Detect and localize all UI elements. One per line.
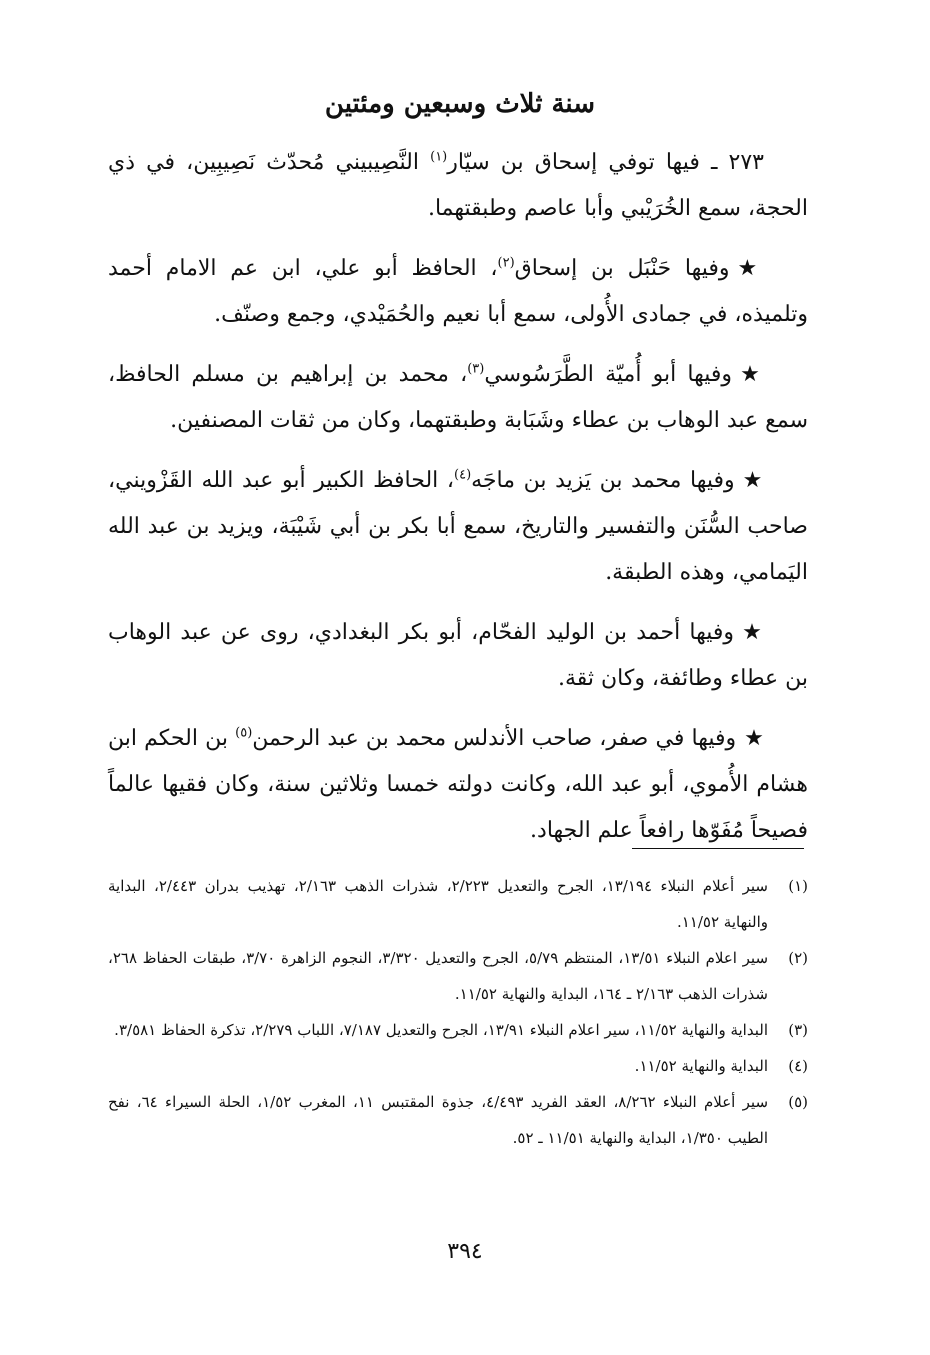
footnote-ref: (١)	[430, 149, 448, 165]
footnote	[108, 868, 808, 940]
paragraph-text: ، الحافظ أبو علي، ابن عم الامام أحمد وتلميذه، في جمادى الأُولى، سمع أبا نعيم والحُمَيْدي، وجمع وصنّف.	[108, 256, 808, 327]
footnote-ref: (٥)	[235, 725, 253, 741]
footnote	[108, 1048, 808, 1084]
paragraph-indent	[108, 620, 808, 691]
footnote-text: سير أعلام النبلاء ١٣/١٩٤، الجرح والتعديل ٢/٢٢٣، شذرات الذهب ٢/١٦٣، تهذيب بدران ٢/٤٤٣، البداية والنهاية ١١/٥٢.	[108, 877, 768, 931]
footnote	[108, 1012, 808, 1048]
paragraph-text: النَّصِيبيني مُحدّث نَصِيبِين، في ذي الحجة، سمع الخُرَيْبي وأبا عاصم وطبقتهما.	[108, 150, 808, 221]
footnote-number: (٢)	[788, 949, 808, 967]
footnote-ref: (٤)	[454, 467, 472, 483]
paragraph-text: وفيها أبو أُميّة الطَّرَسُوسي	[484, 362, 733, 387]
footnote	[108, 1084, 808, 1156]
footnote-text: سير اعلام النبلاء ١٣/٥١، المنتظم ٥/٧٩، الجرح والتعديل ٣/٣٢٠، النجوم الزاهرة ٣/٧٠، طبقات الحفاظ ٢٦٨، شذرات الذهب ٢/١٦٣ ـ ١٦٤، البداية والنهاية ١١/٥٢.	[108, 949, 769, 1003]
paragraph	[108, 140, 808, 232]
paragraph-text: ، محمد بن إبراهيم بن مسلم الحافظ، سمع عبد الوهاب بن عطاء وشَبَابة وطبقتهما، وكان من ثقات المصنفين.	[108, 362, 808, 433]
star-marker: ★	[742, 468, 764, 493]
page-title: سنة ثلاث وسبعين ومئتين	[324, 89, 596, 119]
footnotes	[108, 868, 808, 1156]
footnote-separator	[632, 848, 804, 849]
paragraph-text: وفيها حَنْبَل بن إسحاق	[514, 256, 730, 281]
footnote-ref: (٢)	[497, 255, 515, 271]
footnote-text: البداية والنهاية ١١/٥٢.	[634, 1057, 768, 1075]
paragraph-indent	[108, 468, 808, 585]
paragraph-text: وفيها في صفر، صاحب الأندلس محمد بن عبد الرحمن	[252, 726, 737, 751]
footnote-text: سير أعلام النبلاء ٨/٢٦٢، العقد الفريد ٤/٤٩٣، جذوة المقتبس ١١، المغرب ١/٥٢، الحلة السيراء ٦٤، نفح الطيب ١/٣٥٠، البداية والنهاية ١١/٥١ ـ ٥٢.	[108, 1093, 769, 1147]
page-number: ٣٩٤	[447, 1239, 483, 1264]
paragraph-text: بن الحكم ابن هشام الأُموي، أبو عبد الله، وكانت دولته خمسا وثلاثين سنة، وكان فقيها عالماً فصيحاً مُفَوّها رافعاً علم الجهاد.	[108, 726, 808, 843]
footnote-number: (٥)	[788, 1093, 808, 1111]
paragraph	[108, 716, 808, 854]
footnote-number: (١)	[788, 877, 808, 895]
star-marker: ★	[742, 620, 764, 645]
paragraph-text: وفيها أحمد بن الوليد الفحّام، أبو بكر البغدادي، روى عن عبد الوهاب بن عطاء وطائفة، وكان ثقة.	[108, 620, 808, 691]
footnote-text: البداية والنهاية ١١/٥٢، سير اعلام النبلاء ١٣/٩١، الجرح والتعديل ٧/١٨٧، اللباب ٢/٢٧٩، تذكرة الحفاظ ٣/٥٨١.	[114, 1021, 768, 1039]
footnote-number: (٤)	[788, 1057, 808, 1075]
paragraph-indent	[108, 150, 808, 221]
paragraph	[108, 610, 808, 702]
paragraph-indent	[108, 256, 808, 327]
star-marker: ★	[744, 726, 765, 751]
paragraph-text: ٢٧٣ ـ فيها توفي إسحاق بن سيّار	[447, 150, 764, 175]
paragraph-text: ، الحافظ الكبير أبو عبد الله القَزْويني، صاحب السُّنَن والتفسير والتاريخ، سمع أبا بكر بن أبي شَيْبَة، ويزيد بن عبد الله اليَمامي، وهذه الطبقة.	[108, 468, 808, 585]
footnote-ref: (٣)	[467, 361, 485, 377]
paragraph-indent	[108, 726, 808, 843]
star-marker: ★	[737, 256, 764, 281]
main-text	[108, 140, 808, 868]
footnote	[108, 940, 808, 1012]
star-marker: ★	[740, 362, 764, 387]
paragraph-text: وفيها محمد بن يَزيد بن ماجَه	[471, 468, 735, 493]
paragraph	[108, 352, 808, 444]
paragraph-indent	[108, 362, 808, 433]
footnote-number: (٣)	[788, 1021, 808, 1039]
paragraph	[108, 246, 808, 338]
paragraph	[108, 458, 808, 596]
